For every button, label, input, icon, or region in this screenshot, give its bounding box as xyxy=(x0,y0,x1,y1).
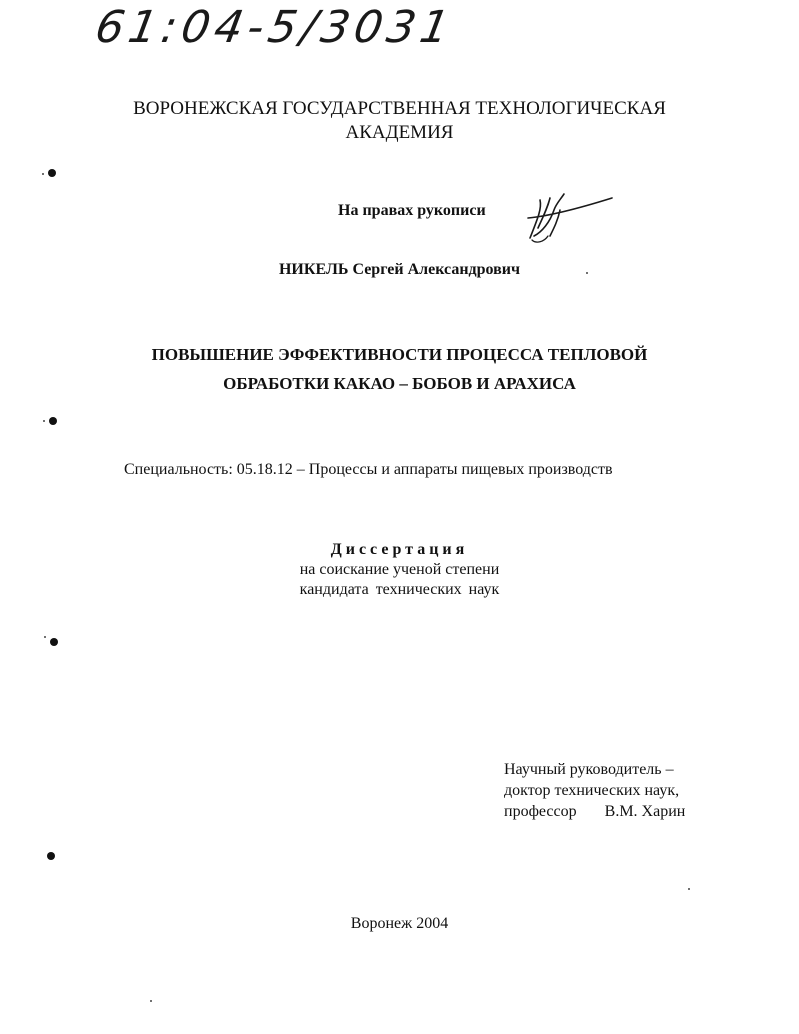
scan-speck-mark xyxy=(586,272,588,274)
margin-dot-mark xyxy=(47,852,55,860)
margin-dot-mark xyxy=(50,638,58,646)
margin-dot-mark xyxy=(48,169,56,177)
supervisor-line-2: доктор технических наук, xyxy=(504,782,680,799)
author-name: НИКЕЛЬ Сергей Александрович xyxy=(278,261,521,278)
title-line-1: ПОВЫШЕНИЕ ЭФФЕКТИВНОСТИ ПРОЦЕССА ТЕПЛОВОЙ xyxy=(151,345,648,364)
scan-speck-mark xyxy=(150,1000,152,1002)
archive-code-handwritten: 61:04-5/3031 xyxy=(91,2,458,53)
city-year: Воронеж 2004 xyxy=(350,915,449,932)
institution-line-2: АКАДЕМИЯ xyxy=(345,122,454,143)
dissertation-title xyxy=(0,340,799,398)
supervisor-block xyxy=(504,759,685,822)
degree-line-1: на соискание ученой степени xyxy=(299,561,500,578)
margin-speck-mark xyxy=(42,173,44,175)
supervisor-line-1: Научный руководитель – xyxy=(504,761,674,778)
supervisor-title: профессор xyxy=(504,803,577,820)
scan-speck-mark xyxy=(688,888,690,890)
institution-name xyxy=(0,97,799,145)
document-type: Диссертация xyxy=(330,541,469,558)
margin-dot-mark xyxy=(49,417,57,425)
rights-note: На правах рукописи xyxy=(338,202,486,219)
supervisor-line-3 xyxy=(504,801,685,822)
title-line-2: ОБРАБОТКИ КАКАО – БОБОВ И АРАХИСА xyxy=(223,374,576,393)
specialty-line: Специальность: 05.18.12 – Процессы и аппараты пищевых производств xyxy=(124,461,613,478)
degree-line-2: кандидата технических наук xyxy=(299,581,500,598)
supervisor-name: В.М. Харин xyxy=(604,803,686,820)
margin-speck-mark xyxy=(44,636,46,638)
signature-icon xyxy=(520,188,620,248)
institution-line-1: ВОРОНЕЖСКАЯ ГОСУДАРСТВЕННАЯ ТЕХНОЛОГИЧЕСКАЯ xyxy=(133,98,666,119)
margin-speck-mark xyxy=(43,420,45,422)
